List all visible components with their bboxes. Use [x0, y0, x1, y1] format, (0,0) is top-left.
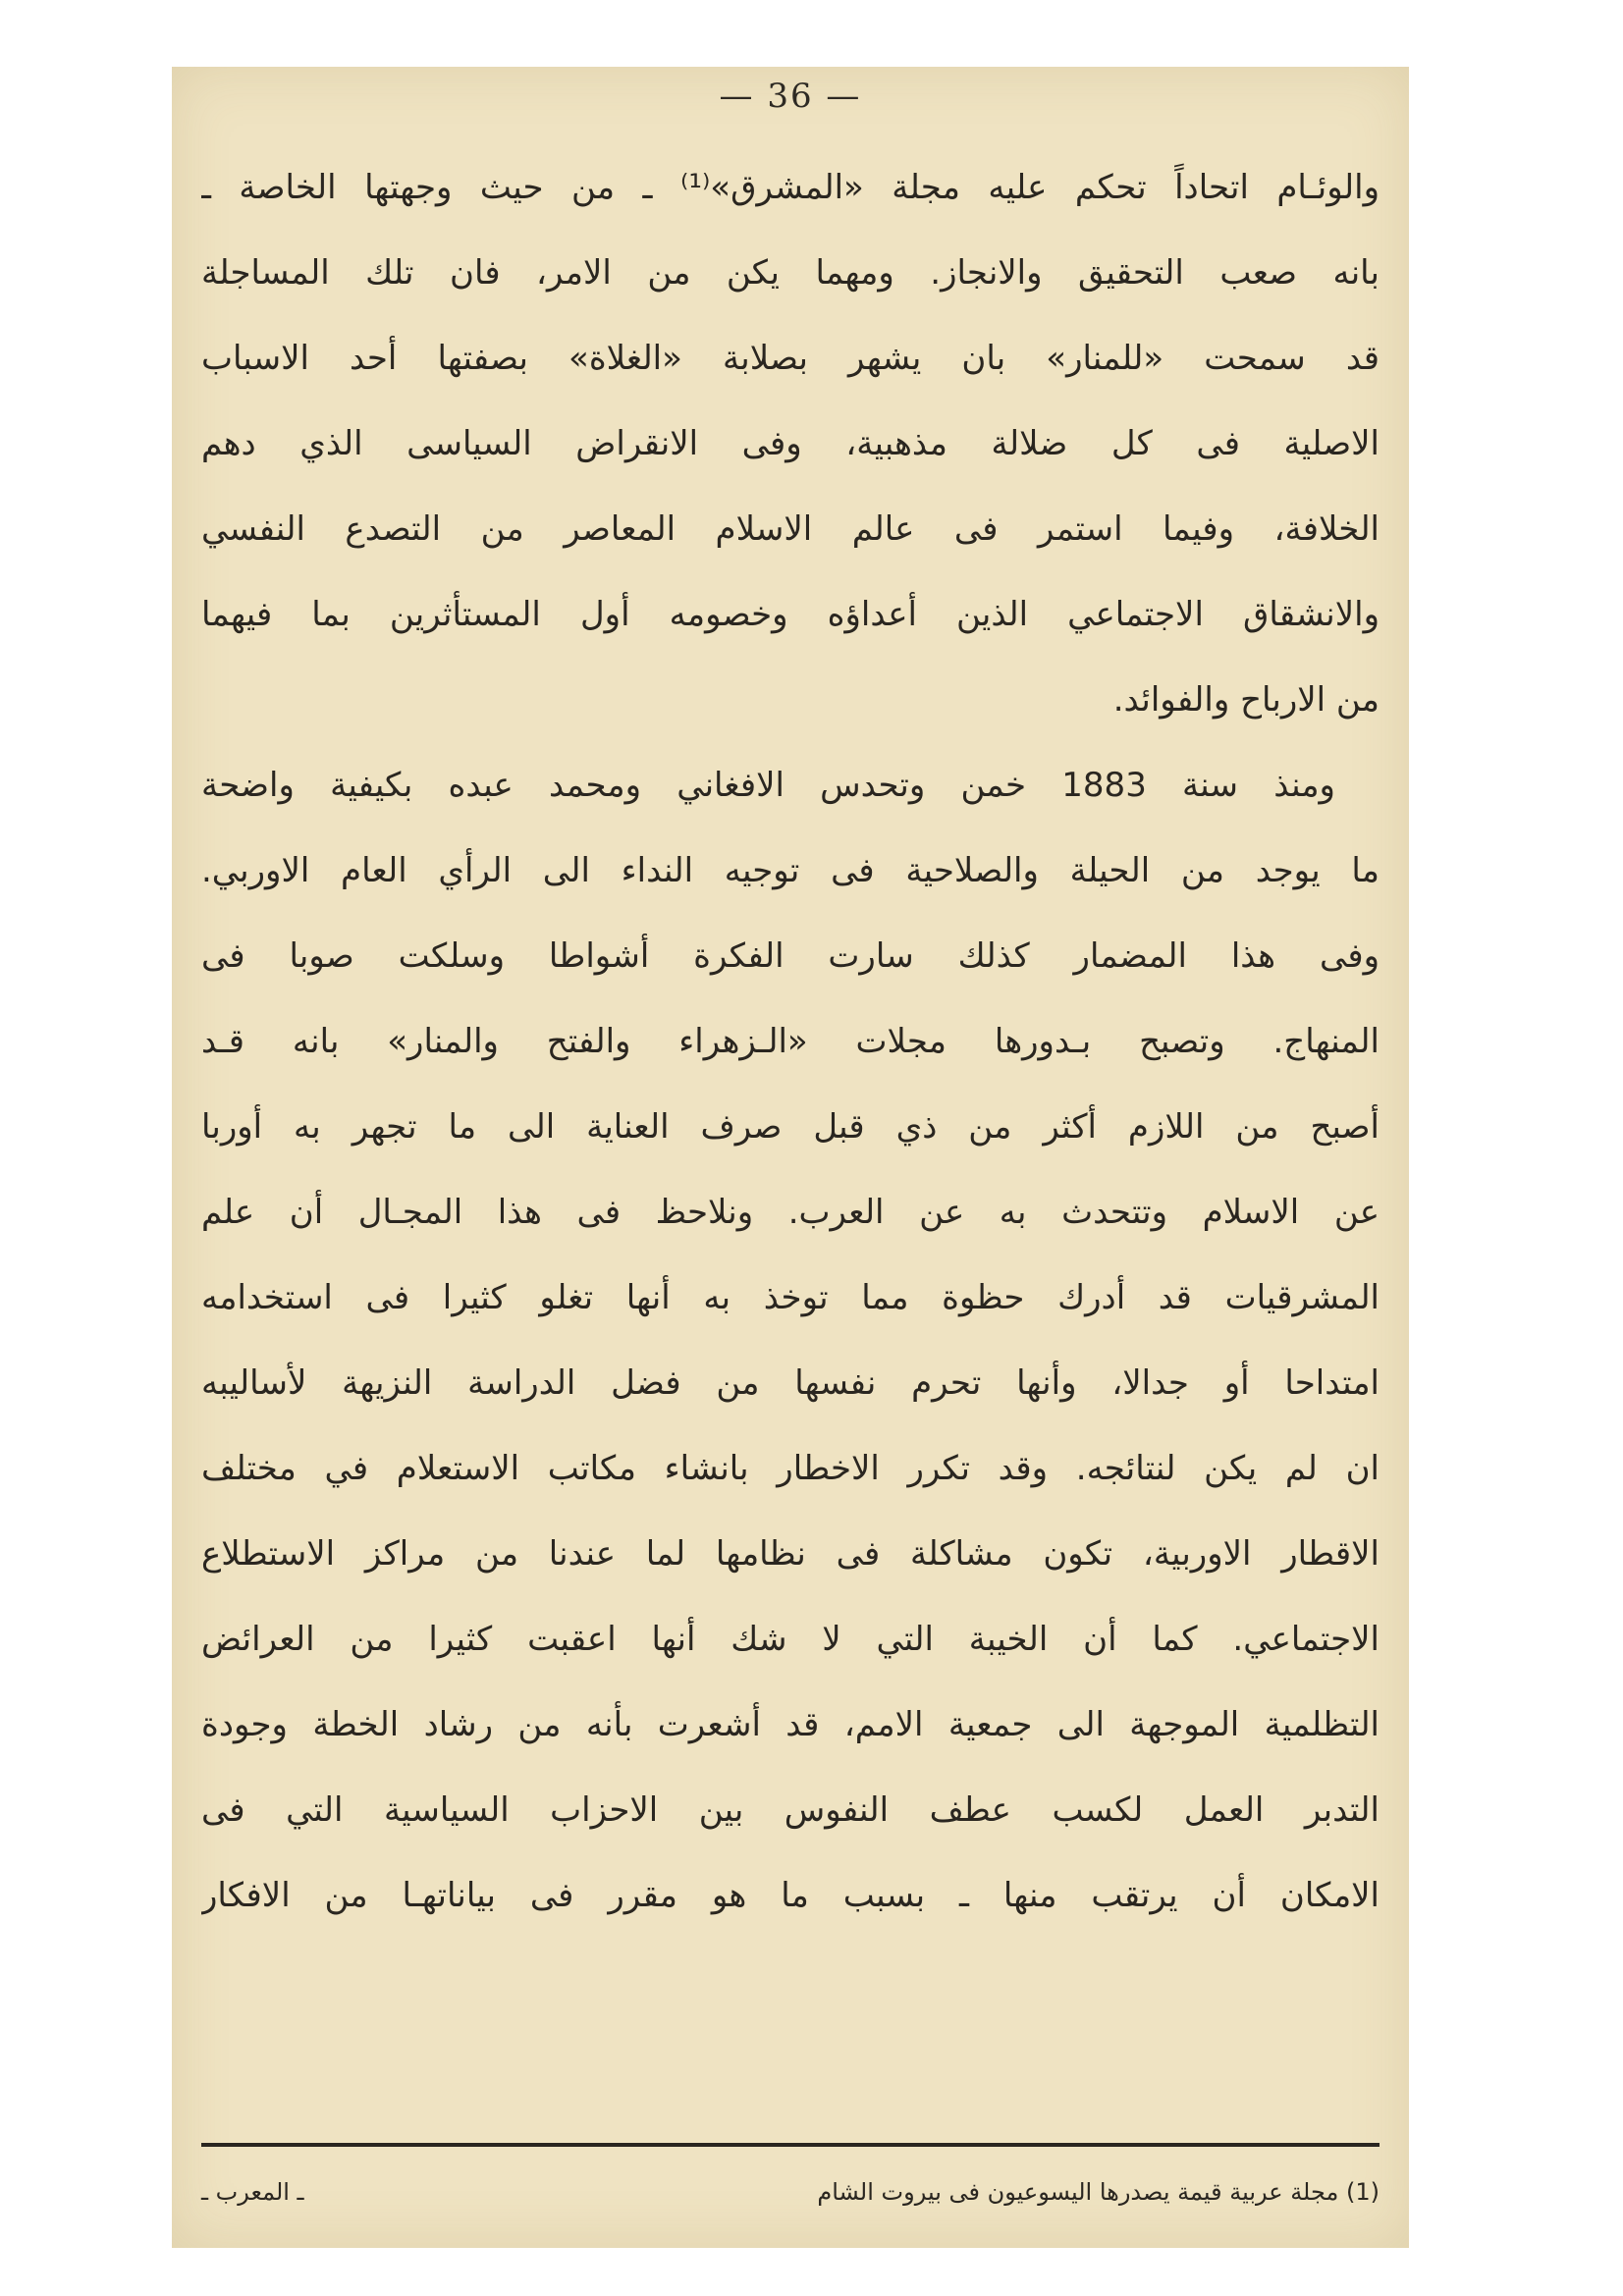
book-page — [172, 67, 1409, 2248]
text-line: بانه صعب التحقيق والانجاز. ومهما يكن من الامر، فان تلك المساجلة — [201, 253, 1380, 293]
text-line: والوئـام اتحاداً تحكم عليه مجلة «المشرق»⁽¹⁾ ـ من حيث وجهتها الخاصة ـ — [201, 168, 1380, 207]
text-line: من الارباح والفوائد. — [1112, 680, 1380, 720]
text-line: المشرقيات قد أدرك حظوة مما توخذ به أنها تغلو كثيرا فى استخدامه — [201, 1278, 1380, 1317]
text-line: أصبح من اللازم أكثر من ذي قبل صرف العناية الى ما تجهر به أوربا — [201, 1107, 1380, 1147]
text-line: وفى هذا المضمار كذلك سارت الفكرة أشواطا وسلكت صوبا فى — [201, 936, 1380, 976]
text-line: ان لم يكن لنتائجه. وقد تكرر الاخطار بانشاء مكاتب الاستعلام في مختلف — [201, 1449, 1380, 1488]
text-line: عن الاسلام وتتحدث به عن العرب. ونلاحظ فى هذا المجـال أن علم — [201, 1193, 1380, 1232]
footnote-signature: ـ المعرب ـ — [201, 2178, 304, 2206]
footnote-text: (1) مجلة عربية قيمة يصدرها اليسوعيون فى بيروت الشام — [817, 2178, 1380, 2206]
text-line: الامكان أن يرتقب منها ـ بسبب ما هو مقرر فى بياناتهـا من الافكار — [201, 1876, 1380, 1915]
body-text — [201, 145, 1380, 1939]
footnote-divider — [201, 2143, 1380, 2147]
text-line: الخلافة، وفيما استمر فى عالم الاسلام المعاصر من التصدع النفسي — [201, 509, 1380, 549]
footnote — [201, 2163, 1380, 2221]
text-line: ما يوجد من الحيلة والصلاحية فى توجيه النداء الى الرأي العام الاوربي. — [201, 851, 1380, 890]
text-line: التظلمية الموجهة الى جمعية الامم، قد أشعرت بأنه من رشاد الخطة وجودة — [201, 1705, 1380, 1744]
text-line: والانشقاق الاجتماعي الذين أعداؤه وخصومه أول المستأثرين بما فيهما — [201, 595, 1380, 634]
text-line: التدبر العمل لكسب عطف النفوس بين الاحزاب السياسية التي فى — [201, 1790, 1380, 1830]
text-line: قد سمحت «للمنار» بان يشهر بصلابة «الغلاة» بصفتها أحد الاسباب — [201, 339, 1380, 378]
page-number: — 36 — — [719, 77, 862, 116]
text-line: الاصلية فى كل ضلالة مذهبية، وفى الانقراض السياسى الذي دهم — [201, 424, 1380, 463]
text-line: امتداحا أو جدالا، وأنها تحرم نفسها من فضل الدراسة النزيهة لأساليبه — [201, 1363, 1380, 1403]
text-line: الاجتماعي. كما أن الخيبة التي لا شك أنها اعقبت كثيرا من العرائض — [201, 1620, 1380, 1659]
text-line: ومنذ سنة 1883 خمن وتحدس الافغاني ومحمد عبده بكيفية واضحة — [201, 766, 1335, 805]
text-line: الاقطار الاوربية، تكون مشاكلة فى نظامها لما عندنا من مراكز الاستطلاع — [201, 1534, 1380, 1574]
text-line: المنهاج. وتصبح بـدورها مجلات «الـزهراء والفتح والمنار» بانه قـد — [201, 1022, 1380, 1061]
